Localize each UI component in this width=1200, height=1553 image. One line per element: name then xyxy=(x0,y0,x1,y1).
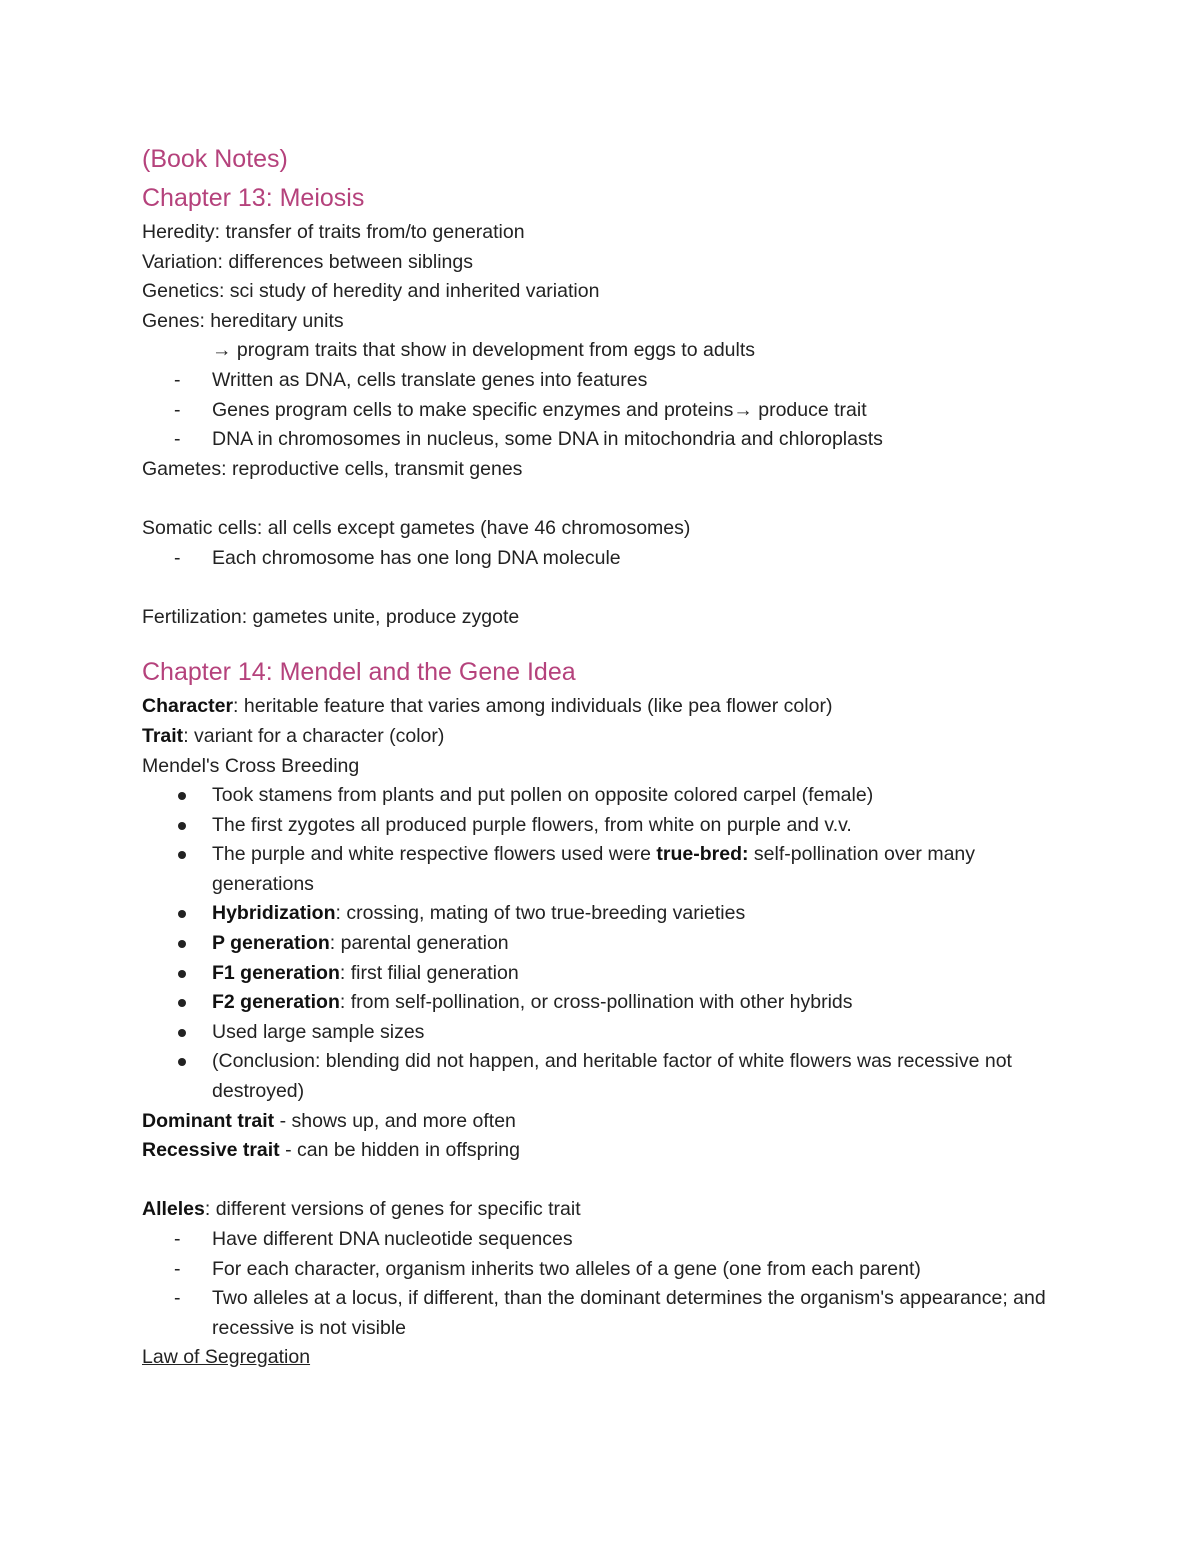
dash-marker: - xyxy=(174,398,181,421)
list-item xyxy=(142,1018,1082,1048)
law-of-segregation-heading: Law of Segregation xyxy=(142,1346,311,1369)
list-item-text: DNA in chromosomes in nucleus, some DNA in mitochondria and chloroplasts xyxy=(212,428,883,451)
alleles-term: Alleles xyxy=(142,1198,205,1221)
bullet-icon xyxy=(178,970,186,978)
list-item xyxy=(142,544,1082,574)
list-item-text xyxy=(212,843,975,895)
bullet-icon xyxy=(178,851,186,859)
trait-definition xyxy=(142,722,1082,752)
dash-marker: - xyxy=(174,368,181,391)
list-item-text: Genes program cells to make specific enzymes and proteins→ produce trait xyxy=(212,398,867,421)
list-item xyxy=(142,1225,1082,1255)
f1-generation-def: : first filial generation xyxy=(339,961,519,984)
dominant-def: - shows up, and more often xyxy=(274,1109,516,1132)
genetics-definition: Genetics: sci study of heredity and inherited variation xyxy=(142,280,600,303)
list-item-text: The first zygotes all produced purple flowers, from white on purple and v.v. xyxy=(212,813,852,836)
list-item-text: Each chromosome has one long DNA molecule xyxy=(212,546,621,569)
genes-definition: Genes: hereditary units xyxy=(142,309,344,332)
hybridization-def: : crossing, mating of two true-breeding varieties xyxy=(335,902,746,925)
f1-generation-term: F1 generation xyxy=(212,961,340,984)
list-item-text xyxy=(212,962,519,984)
list-item xyxy=(142,1047,1082,1106)
list-item-text: Two alleles at a locus, if different, than the dominant determines the organism's appearance; and recessive is not visible xyxy=(212,1287,1046,1339)
list-item xyxy=(142,899,1082,929)
list-item xyxy=(142,840,1082,899)
bullet-icon xyxy=(178,999,186,1007)
list-item xyxy=(142,988,1082,1018)
mendel-heading: Mendel's Cross Breeding xyxy=(142,754,360,777)
dash-marker: - xyxy=(174,428,181,451)
list-item xyxy=(142,1284,1082,1343)
list-item xyxy=(142,1255,1082,1285)
bullet-icon xyxy=(178,1029,186,1037)
recessive-def: - can be hidden in offspring xyxy=(279,1139,520,1162)
heredity-definition: Heredity: transfer of traits from/to generation xyxy=(142,221,525,243)
character-def: : heritable feature that varies among individuals (like pea flower color) xyxy=(233,695,833,718)
list-item-text: Used large sample sizes xyxy=(212,1020,425,1043)
dominant-term: Dominant trait xyxy=(142,1109,275,1132)
list-item-text: Have different DNA nucleotide sequences xyxy=(212,1228,573,1250)
blank-line xyxy=(142,1166,1082,1196)
f2-generation-def: : from self-pollination, or cross-pollination with other hybrids xyxy=(339,991,853,1014)
dash-marker: - xyxy=(174,1287,181,1310)
list-item-text xyxy=(212,991,853,1013)
chapter-14-heading: Chapter 14: Mendel and the Gene Idea xyxy=(142,658,576,687)
f2-generation-term: F2 generation xyxy=(212,991,340,1014)
alleles-def: : different versions of genes for specific trait xyxy=(204,1198,581,1221)
list-item xyxy=(142,781,1082,811)
list-item-text xyxy=(212,932,509,954)
trait-term: Trait xyxy=(142,724,184,747)
true-bred-term: true-bred: xyxy=(656,843,749,866)
trait-def: : variant for a character (color) xyxy=(183,724,445,747)
p-generation-def: : parental generation xyxy=(329,932,509,955)
dominant-trait-definition xyxy=(142,1107,1082,1137)
recessive-term: Recessive trait xyxy=(142,1139,280,1162)
fertilization-definition: Fertilization: gametes unite, produce zygote xyxy=(142,605,520,628)
bullet-icon xyxy=(178,940,186,948)
blank-line xyxy=(142,573,1082,603)
list-item xyxy=(142,929,1082,959)
hybridization-term: Hybridization xyxy=(212,902,336,925)
list-item xyxy=(142,366,1082,396)
list-item xyxy=(142,396,1082,426)
dash-marker: - xyxy=(174,1257,181,1280)
p-generation-term: P generation xyxy=(212,932,330,955)
gametes-definition: Gametes: reproductive cells, transmit genes xyxy=(142,457,523,480)
true-bred-post: self-pollination over many generations xyxy=(212,843,976,895)
true-bred-pre: The purple and white respective flowers used were xyxy=(212,843,657,866)
alleles-definition xyxy=(142,1195,1082,1225)
blank-line xyxy=(142,484,1082,514)
variation-definition: Variation: differences between siblings xyxy=(142,250,473,273)
bullet-icon xyxy=(178,822,186,830)
list-item-text: Written as DNA, cells translate genes into features xyxy=(212,368,648,391)
list-item-text: (Conclusion: blending did not happen, and heritable factor of white flowers was recessive not destroyed) xyxy=(212,1050,1012,1103)
list-item-text: Took stamens from plants and put pollen on opposite colored carpel (female) xyxy=(212,784,874,807)
chapter-13-section xyxy=(142,178,1082,632)
list-item-text: For each character, organism inherits two alleles of a gene (one from each parent) xyxy=(212,1257,921,1280)
list-item xyxy=(142,959,1082,989)
dash-marker: - xyxy=(174,1228,181,1250)
list-item xyxy=(142,811,1082,841)
dash-marker: - xyxy=(174,546,181,569)
genes-arrow-note: → program traits that show in development from eggs to adults xyxy=(212,339,756,362)
recessive-trait-definition xyxy=(142,1136,1082,1166)
list-item-text xyxy=(212,902,745,924)
character-definition xyxy=(142,692,1082,722)
bullet-icon xyxy=(178,792,186,800)
somatic-definition: Somatic cells: all cells except gametes (have 46 chromosomes) xyxy=(142,516,691,539)
list-item xyxy=(142,425,1082,455)
book-title: (Book Notes) xyxy=(142,145,288,173)
chapter-13-heading: Chapter 13: Meiosis xyxy=(142,184,365,212)
bullet-icon xyxy=(178,910,186,918)
chapter-14-section xyxy=(142,652,1082,1373)
document-page xyxy=(142,141,1082,1373)
character-term: Character xyxy=(142,695,234,718)
bullet-icon xyxy=(178,1058,186,1066)
